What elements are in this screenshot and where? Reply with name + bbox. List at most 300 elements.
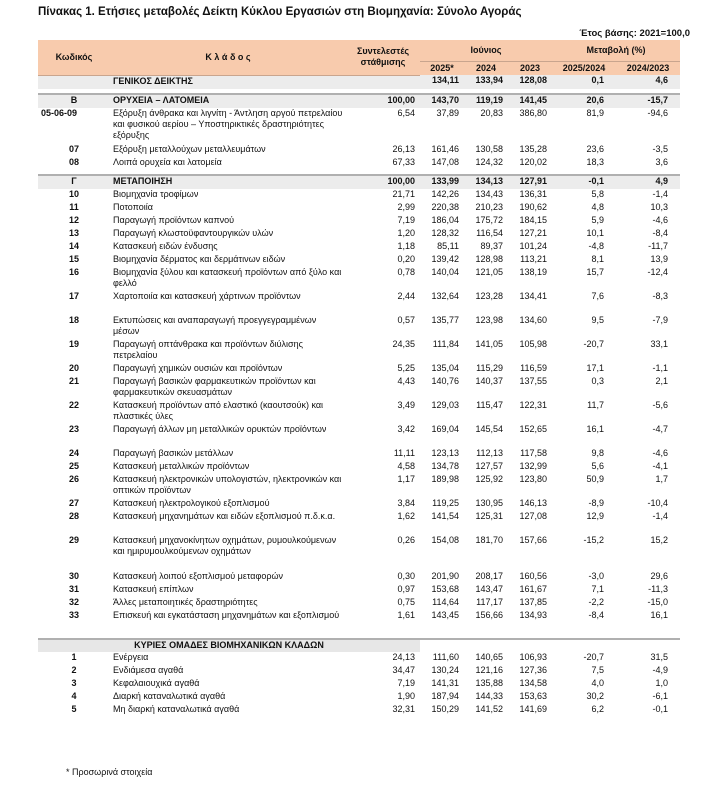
change-2024-2023: 31,5 — [650, 652, 668, 662]
row-label: Λοιπά ορυχεία και λατομεία — [113, 157, 222, 167]
value-2025: 169,04 — [431, 424, 459, 434]
table-row — [38, 363, 680, 376]
value-2023: 123,80 — [519, 474, 547, 484]
table-row — [38, 189, 680, 202]
value-2023: 137,85 — [519, 597, 547, 607]
row-label: Παραγωγή βασικών φαρμακευτικών προϊόντων και φαρμακευτικών σκευασμάτων — [113, 376, 316, 398]
value-2024: 143,47 — [475, 584, 503, 594]
row-weight: 0,97 — [397, 584, 415, 594]
change-2025-2024: 50,9 — [586, 474, 604, 484]
value-2023: 152,65 — [519, 424, 547, 434]
change-2024-2023: -10,4 — [647, 498, 668, 508]
value-2024: 140,37 — [475, 376, 503, 386]
change-2024-2023: -5,6 — [652, 400, 668, 410]
change-2025-2024: -8,4 — [588, 610, 604, 620]
row-weight: 26,13 — [392, 144, 415, 154]
table-row — [38, 448, 680, 461]
row-code: 25 — [68, 461, 79, 471]
change-2025-2024: -8,9 — [588, 498, 604, 508]
table-row — [38, 228, 680, 241]
value-2023: 127,21 — [519, 228, 547, 238]
row-weight: 24,35 — [392, 339, 415, 349]
row-code: 5 — [71, 704, 77, 714]
row-label: Κατασκευή μηχανημάτων και ειδών εξοπλισμού π.δ.κ.α. — [113, 511, 336, 521]
row-weight: 0,30 — [397, 571, 415, 581]
change-2024-2023: 4,9 — [616, 175, 680, 189]
table-row — [38, 254, 680, 267]
row-code: 21 — [68, 376, 79, 386]
mining-rows — [38, 108, 680, 170]
value-2024: 123,28 — [475, 291, 503, 301]
header-year-2023: 2023 — [508, 61, 552, 75]
row-code: 11 — [69, 202, 79, 212]
row-code: 08 — [68, 157, 79, 167]
row-label: Μη διαρκή καταναλωτικά αγαθά — [113, 704, 240, 714]
value-2023: 113,21 — [520, 254, 547, 264]
row-label: Κεφαλαιουχικά αγαθά — [113, 678, 200, 688]
value-2024: 117,17 — [476, 597, 503, 607]
row-code: 12 — [68, 215, 79, 225]
change-2025-2024: 11,7 — [587, 400, 604, 410]
change-2024-2023: -15,7 — [616, 94, 680, 108]
row-label: Βιομηχανία τροφίμων — [113, 189, 199, 199]
header-year-2024: 2024 — [464, 61, 508, 75]
row-code: 27 — [68, 498, 79, 508]
change-2024-2023: -12,4 — [647, 267, 668, 277]
row-code: 31 — [68, 584, 79, 594]
change-2024-2023: 1,0 — [655, 678, 668, 688]
header-change-2024-2023: 2024/2023 — [616, 61, 680, 75]
footnote: * Προσωρινά στοιχεία — [66, 767, 153, 777]
value-2023: 160,56 — [519, 571, 547, 581]
value-2024: 125,31 — [475, 511, 503, 521]
value-2023: 141,45 — [508, 94, 552, 108]
row-weight: 34,47 — [392, 665, 415, 675]
value-2023: 105,98 — [519, 339, 547, 349]
row-weight: 67,33 — [392, 157, 415, 167]
change-2025-2024: 15,7 — [586, 267, 604, 277]
value-2023: 141,69 — [519, 704, 547, 714]
value-2023: 106,93 — [519, 652, 547, 662]
value-2025: 128,32 — [431, 228, 459, 238]
row-weight: 7,19 — [397, 215, 415, 225]
row-label: Παραγωγή άλλων μη μεταλλικών ορυκτών προϊόντων — [113, 424, 327, 434]
value-2024: 119,19 — [464, 94, 508, 108]
value-2024: 135,88 — [475, 678, 503, 688]
value-2024: 124,32 — [475, 157, 503, 167]
value-2023: 122,31 — [519, 400, 547, 410]
row-weight: 1,18 — [397, 241, 415, 251]
change-2025-2024: 8,1 — [591, 254, 604, 264]
row-label: ΟΡΥΧΕΙΑ – ΛΑΤΟΜΕΙΑ — [110, 94, 346, 108]
row-weight: 0,78 — [397, 267, 415, 277]
change-2025-2024: -15,2 — [583, 535, 604, 545]
value-2025: 140,04 — [431, 267, 459, 277]
header-weight: Συντελεστές στάθμισης — [346, 40, 420, 75]
row-weight: 32,31 — [392, 704, 415, 714]
row-weight: 0,26 — [397, 535, 415, 545]
row-code: 32 — [68, 597, 79, 607]
value-2023: 386,80 — [519, 108, 547, 118]
table-row — [38, 215, 680, 228]
change-2025-2024: 7,1 — [591, 584, 604, 594]
value-2024: 140,65 — [475, 652, 503, 662]
value-2025: 134,78 — [431, 461, 459, 471]
row-label: Επισκευή και εγκατάσταση μηχανημάτων και εξοπλισμού — [113, 610, 340, 620]
row-label: Βιομηχανία δέρματος και δερμάτινων ειδών — [113, 254, 286, 264]
row-label: Παραγωγή βασικών μετάλλων — [113, 448, 234, 458]
value-2023: 190,62 — [519, 202, 547, 212]
change-2025-2024: 7,6 — [591, 291, 604, 301]
change-2024-2023: 33,1 — [650, 339, 668, 349]
row-code: 22 — [68, 400, 79, 410]
change-2025-2024: 5,9 — [591, 215, 604, 225]
change-2024-2023: 10,3 — [650, 202, 668, 212]
row-label: Ενδιάμεσα αγαθά — [113, 665, 184, 675]
table-row — [38, 652, 680, 665]
value-2025: 161,46 — [431, 144, 459, 154]
value-2024: 116,54 — [476, 228, 503, 238]
table-header — [38, 40, 680, 75]
row-weight: 4,43 — [397, 376, 415, 386]
row-weight: 1,62 — [397, 511, 415, 521]
change-2024-2023: -8,4 — [652, 228, 668, 238]
value-2023: 134,93 — [519, 610, 547, 620]
header-month: Ιούνιος — [420, 40, 552, 61]
value-2025: 123,13 — [431, 448, 459, 458]
row-label: Βιομηχανία ξύλου και κατασκευή προϊόντων από ξύλο και φελλό — [113, 267, 342, 289]
table-row — [38, 108, 680, 144]
value-2025: 186,04 — [431, 215, 459, 225]
row-code: 29 — [68, 535, 79, 545]
change-2024-2023: -8,3 — [652, 291, 668, 301]
value-2024: 112,13 — [476, 448, 503, 458]
row-weight: 3,84 — [397, 498, 415, 508]
row-code: 3 — [71, 678, 77, 688]
row-label: Κατασκευή ηλεκτρολογικού εξοπλισμού — [113, 498, 270, 508]
change-2024-2023: -1,1 — [652, 363, 668, 373]
change-2025-2024: 12,9 — [586, 511, 604, 521]
value-2025: 111,60 — [432, 652, 459, 662]
change-2024-2023: 4,6 — [616, 75, 680, 89]
row-label: Παραγωγή προϊόντων καπνού — [113, 215, 235, 225]
value-2025: 189,98 — [431, 474, 459, 484]
value-2025: 119,25 — [432, 498, 459, 508]
row-code: 26 — [68, 474, 79, 484]
value-2024: 115,29 — [476, 363, 503, 373]
value-2025: 114,64 — [432, 597, 459, 607]
table-row — [38, 424, 680, 448]
row-code: 05-06-09 — [41, 108, 78, 118]
table-row — [38, 267, 680, 291]
row-code: 13 — [68, 228, 79, 238]
value-2024: 89,37 — [480, 241, 503, 251]
row-weight: 6,54 — [397, 108, 415, 118]
table-row — [38, 339, 680, 363]
value-2023: 157,66 — [519, 535, 547, 545]
change-2024-2023: -3,5 — [652, 144, 668, 154]
value-2024: 115,47 — [476, 400, 503, 410]
table-row — [38, 597, 680, 610]
value-2024: 128,98 — [475, 254, 503, 264]
value-2025: 129,03 — [431, 400, 459, 410]
value-2024: 181,70 — [475, 535, 503, 545]
table-row — [38, 315, 680, 339]
row-code: 23 — [68, 424, 79, 434]
row-code: 15 — [68, 254, 79, 264]
value-2024: 134,13 — [464, 175, 508, 189]
value-2025: 130,24 — [431, 665, 459, 675]
header-change-2025-2024: 2025/2024 — [552, 61, 616, 75]
header-code: Κωδικός — [38, 40, 110, 75]
value-2023: 134,60 — [519, 315, 547, 325]
row-label: Κατασκευή επίπλων — [113, 584, 194, 594]
table-row — [38, 144, 680, 157]
row-code: 07 — [68, 144, 79, 154]
row-code: 28 — [68, 511, 79, 521]
row-weight: 2,44 — [397, 291, 415, 301]
row-weight: 1,20 — [397, 228, 415, 238]
change-2025-2024: 30,2 — [586, 691, 604, 701]
row-code: 16 — [68, 267, 79, 277]
value-2023: 128,08 — [508, 75, 552, 89]
row-label: Κατασκευή ειδών ένδυσης — [113, 241, 218, 251]
value-2025: 153,68 — [431, 584, 459, 594]
value-2023: 101,24 — [519, 241, 547, 251]
table-row — [38, 202, 680, 215]
value-2025: 135,77 — [431, 315, 459, 325]
row-label: Χαρτοποιία και κατασκευή χάρτινων προϊόντων — [113, 291, 301, 301]
value-2023: 127,91 — [508, 175, 552, 189]
change-2025-2024: 7,5 — [591, 665, 604, 675]
change-2025-2024: 9,5 — [591, 315, 604, 325]
header-change: Μεταβολή (%) — [552, 40, 680, 61]
change-2025-2024: -0,1 — [552, 175, 616, 189]
manufacturing-header-row — [38, 175, 680, 189]
change-2024-2023: -4,1 — [652, 461, 668, 471]
value-2025: 142,26 — [431, 189, 459, 199]
row-code: 1 — [71, 652, 77, 662]
value-2025: 135,04 — [431, 363, 459, 373]
row-weight: 4,58 — [397, 461, 415, 471]
row-weight: 0,75 — [397, 597, 415, 607]
general-index-row — [38, 75, 680, 89]
row-label: Εξόρυξη άνθρακα και λιγνίτη - Άντληση αργού πετρελαίου και φυσικού αερίου – Υποστηρικτικές δραστηριότητες εξόρυξης — [113, 108, 343, 141]
groups-rows — [38, 652, 680, 717]
value-2025: 133,99 — [420, 175, 464, 189]
row-code: Β — [38, 94, 110, 108]
value-2024: 121,16 — [475, 665, 503, 675]
base-year-note: Έτος βάσης: 2021=100,0 — [579, 28, 690, 39]
value-2025: 141,31 — [431, 678, 459, 688]
value-2025: 134,11 — [420, 75, 464, 89]
value-2025: 139,42 — [431, 254, 459, 264]
change-2024-2023: -4,6 — [652, 215, 668, 225]
change-2025-2024: 4,0 — [591, 678, 604, 688]
change-2025-2024: 0,3 — [591, 376, 604, 386]
change-2025-2024: -20,7 — [583, 652, 604, 662]
row-label: Εξόρυξη μεταλλούχων μεταλλευμάτων — [113, 144, 266, 154]
page-title: Πίνακας 1. Ετήσιες μεταβολές Δείκτη Κύκλου Εργασιών στη Βιομηχανία: Σύνολο Αγοράς — [38, 6, 522, 18]
row-label: Κατασκευή προϊόντων από ελαστικό (καουτσούκ) και πλαστικές ύλες — [113, 400, 324, 422]
table-row — [38, 610, 680, 634]
change-2024-2023: -1,4 — [652, 189, 668, 199]
row-weight: 1,17 — [397, 474, 415, 484]
value-2024: 121,05 — [475, 267, 503, 277]
turnover-index-table — [38, 40, 680, 717]
value-2025: 111,84 — [432, 339, 459, 349]
header-year-2025: 2025* — [420, 61, 464, 75]
row-label: ΜΕΤΑΠΟΙΗΣΗ — [110, 175, 346, 189]
value-2024: 134,43 — [475, 189, 503, 199]
value-2025: 187,94 — [431, 691, 459, 701]
row-weight: 100,00 — [346, 175, 420, 189]
change-2025-2024: 23,6 — [586, 144, 604, 154]
row-label: Παραγωγή χημικών ουσιών και προϊόντων — [113, 363, 283, 373]
value-2023: 136,31 — [519, 189, 547, 199]
change-2024-2023: 16,1 — [650, 610, 668, 620]
table-row — [38, 665, 680, 678]
table-row — [38, 241, 680, 254]
table-row — [38, 400, 680, 424]
row-label: Ενέργεια — [113, 652, 149, 662]
value-2025: 201,90 — [431, 571, 459, 581]
table-row — [38, 291, 680, 315]
groups-header-row — [38, 639, 680, 652]
row-label: ΓΕΝΙΚΟΣ ΔΕΙΚΤΗΣ — [110, 75, 346, 89]
row-label: Κατασκευή λοιπού εξοπλισμού μεταφορών — [113, 571, 283, 581]
row-weight: 1,61 — [397, 610, 415, 620]
value-2024: 125,92 — [475, 474, 503, 484]
row-label: Παραγωγή κλωστοϋφαντουργικών υλών — [113, 228, 274, 238]
table-row — [38, 474, 680, 498]
value-2024: 130,95 — [475, 498, 503, 508]
row-code: 2 — [71, 665, 77, 675]
table-row — [38, 704, 680, 717]
value-2023: 116,59 — [520, 363, 547, 373]
row-weight: 7,19 — [397, 678, 415, 688]
change-2024-2023: -11,7 — [648, 241, 668, 251]
change-2024-2023: -4,6 — [652, 448, 668, 458]
row-label: Παραγωγή οπτάνθρακα και προϊόντων διύλισης πετρελαίου — [113, 339, 303, 361]
change-2025-2024: -3,0 — [588, 571, 604, 581]
value-2024: 156,66 — [475, 610, 503, 620]
value-2025: 37,89 — [436, 108, 459, 118]
row-weight: 0,20 — [397, 254, 415, 264]
value-2025: 154,08 — [431, 535, 459, 545]
change-2025-2024: 16,1 — [586, 424, 604, 434]
table-row — [38, 461, 680, 474]
change-2025-2024: 18,3 — [586, 157, 604, 167]
row-label: Κατασκευή μεταλλικών προϊόντων — [113, 461, 250, 471]
row-code: Γ — [38, 175, 110, 189]
row-weight: 3,49 — [397, 400, 415, 410]
value-2023: 117,58 — [520, 448, 547, 458]
value-2024: 123,98 — [475, 315, 503, 325]
value-2023: 134,41 — [519, 291, 547, 301]
manufacturing-rows — [38, 189, 680, 634]
row-code: 33 — [68, 610, 79, 620]
value-2024: 208,17 — [475, 571, 503, 581]
value-2025: 143,45 — [431, 610, 459, 620]
row-label: Εκτυπώσεις και αναπαραγωγή προεγγεγραμμένων μέσων — [113, 315, 317, 337]
row-weight: 24,13 — [392, 652, 415, 662]
row-code: 19 — [68, 339, 79, 349]
value-2023: 138,19 — [519, 267, 547, 277]
change-2025-2024: -4,8 — [588, 241, 604, 251]
row-code: 30 — [68, 571, 79, 581]
change-2025-2024: 10,1 — [586, 228, 604, 238]
table-row — [38, 157, 680, 170]
change-2024-2023: -6,1 — [652, 691, 668, 701]
row-weight: 0,57 — [397, 315, 415, 325]
table-row — [38, 376, 680, 400]
value-2024: 133,94 — [464, 75, 508, 89]
change-2024-2023: -1,4 — [652, 511, 668, 521]
row-code: 14 — [68, 241, 79, 251]
change-2024-2023: -94,6 — [647, 108, 668, 118]
value-2023: 132,99 — [519, 461, 547, 471]
change-2025-2024: 9,8 — [591, 448, 604, 458]
row-label: Διαρκή καταναλωτικά αγαθά — [113, 691, 226, 701]
table-row — [38, 691, 680, 704]
table-row — [38, 571, 680, 584]
row-weight: 5,25 — [397, 363, 415, 373]
change-2025-2024: 20,6 — [552, 94, 616, 108]
value-2023: 184,15 — [519, 215, 547, 225]
row-weight: 11,11 — [393, 448, 415, 458]
groups-header-label: ΚΥΡΙΕΣ ΟΜΑΔΕΣ ΒΙΟΜΗΧΑΝΙΚΩΝ ΚΛΑΔΩΝ — [38, 639, 420, 652]
value-2025: 140,76 — [431, 376, 459, 386]
value-2025: 220,38 — [431, 202, 459, 212]
value-2024: 141,05 — [475, 339, 503, 349]
change-2024-2023: -4,7 — [652, 424, 668, 434]
value-2024: 175,72 — [475, 215, 503, 225]
change-2024-2023: -15,0 — [647, 597, 668, 607]
row-code: 20 — [68, 363, 79, 373]
change-2024-2023: -11,3 — [648, 584, 668, 594]
change-2025-2024: 5,8 — [591, 189, 604, 199]
change-2024-2023: 1,7 — [655, 474, 668, 484]
change-2025-2024: 0,1 — [552, 75, 616, 89]
value-2023: 134,58 — [519, 678, 547, 688]
value-2025: 143,70 — [420, 94, 464, 108]
table-row — [38, 535, 680, 571]
value-2025: 150,29 — [431, 704, 459, 714]
row-weight: 2,99 — [397, 202, 415, 212]
change-2025-2024: 6,2 — [591, 704, 604, 714]
change-2024-2023: 2,1 — [655, 376, 668, 386]
row-weight: 3,42 — [397, 424, 415, 434]
change-2025-2024: 81,9 — [586, 108, 604, 118]
change-2025-2024: 5,6 — [591, 461, 604, 471]
row-code: 10 — [68, 189, 79, 199]
change-2024-2023: 29,6 — [650, 571, 668, 581]
value-2023: 135,28 — [519, 144, 547, 154]
value-2025: 147,08 — [431, 157, 459, 167]
value-2023: 161,67 — [519, 584, 547, 594]
change-2024-2023: -0,1 — [652, 704, 668, 714]
table-row — [38, 511, 680, 535]
value-2024: 210,23 — [475, 202, 503, 212]
row-label: Κατασκευή μηχανοκίνητων οχημάτων, ρυμουλκούμενων και ημιρυμουλκούμενων οχημάτων — [113, 535, 337, 557]
value-2025: 132,64 — [431, 291, 459, 301]
change-2024-2023: -4,9 — [652, 665, 668, 675]
row-weight: 100,00 — [346, 94, 420, 108]
row-weight: 21,71 — [392, 189, 415, 199]
row-weight: 1,90 — [397, 691, 415, 701]
mining-header-row — [38, 94, 680, 108]
